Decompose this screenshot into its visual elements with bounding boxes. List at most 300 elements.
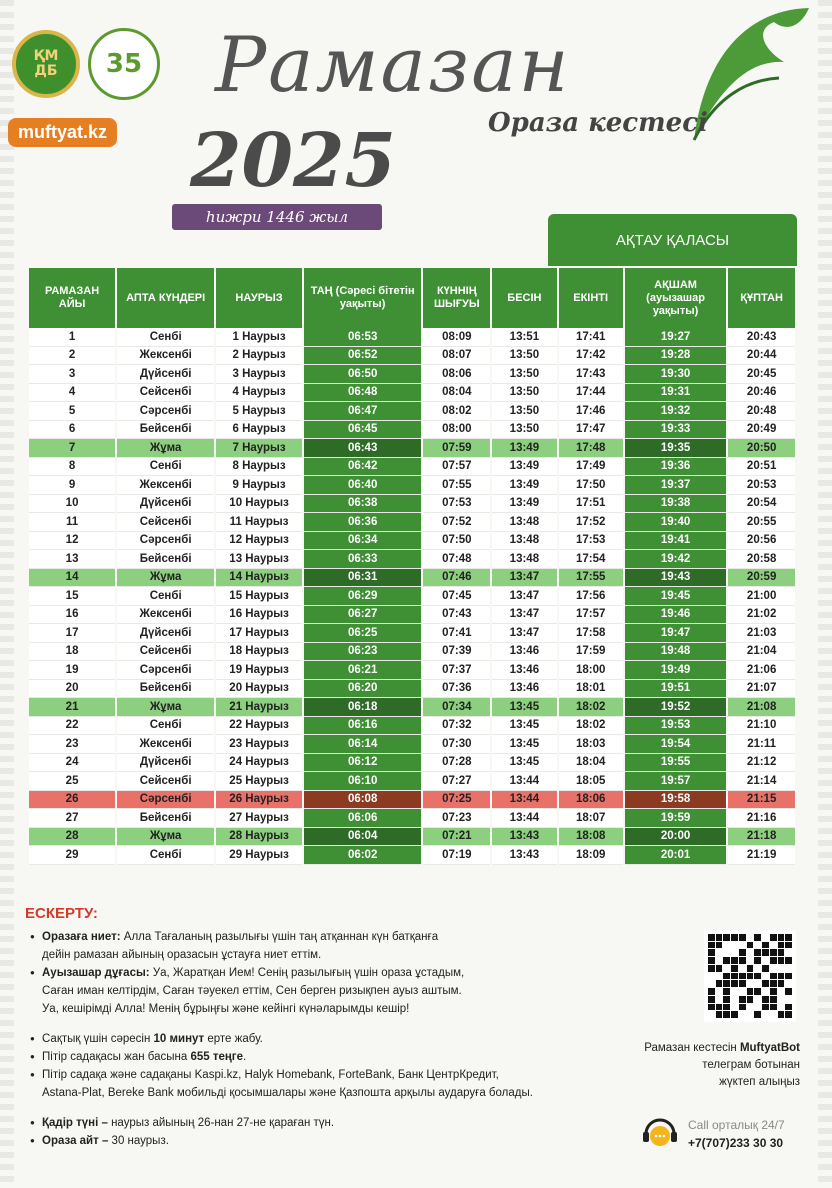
asr-cell: 17:59 bbox=[559, 643, 623, 662]
dhuhr-cell: 13:50 bbox=[492, 384, 556, 403]
note-text: Сақтық үшін сәресін bbox=[42, 1033, 154, 1045]
asr-cell: 17:52 bbox=[559, 513, 623, 532]
dhuhr-cell: 13:47 bbox=[492, 587, 556, 606]
qr-module bbox=[770, 949, 777, 956]
right-ornament bbox=[818, 0, 832, 1188]
day-cell: 29 bbox=[29, 846, 115, 865]
maghrib-cell: 19:53 bbox=[625, 717, 726, 736]
qr-module bbox=[723, 996, 730, 1003]
maghrib-cell: 19:45 bbox=[625, 587, 726, 606]
date-cell: 6 Наурыз bbox=[216, 421, 302, 440]
asr-cell: 18:05 bbox=[559, 772, 623, 791]
isha-cell: 20:44 bbox=[728, 347, 795, 366]
qr-module bbox=[762, 934, 769, 941]
table-row bbox=[29, 328, 795, 347]
date-cell: 18 Наурыз bbox=[216, 643, 302, 662]
maghrib-cell: 19:48 bbox=[625, 643, 726, 662]
qr-module bbox=[716, 988, 723, 995]
qr-module bbox=[785, 1004, 792, 1011]
sunrise-cell: 08:00 bbox=[423, 421, 490, 440]
isha-cell: 21:12 bbox=[728, 754, 795, 773]
asr-cell: 18:03 bbox=[559, 735, 623, 754]
asr-cell: 17:54 bbox=[559, 550, 623, 569]
isha-cell: 21:16 bbox=[728, 809, 795, 828]
maghrib-cell: 19:46 bbox=[625, 606, 726, 625]
isha-cell: 21:14 bbox=[728, 772, 795, 791]
qr-module bbox=[708, 980, 715, 987]
dhuhr-cell: 13:50 bbox=[492, 365, 556, 384]
dawn-cell: 06:06 bbox=[304, 809, 421, 828]
day-cell: 21 bbox=[29, 698, 115, 717]
dawn-cell: 06:20 bbox=[304, 680, 421, 699]
qr-module bbox=[716, 934, 723, 941]
notes-title: ЕСКЕРТУ: bbox=[25, 905, 98, 922]
dawn-cell: 06:02 bbox=[304, 846, 421, 865]
call-center bbox=[688, 1116, 785, 1152]
weekday-cell: Сенбі bbox=[117, 717, 214, 736]
qr-module bbox=[778, 942, 785, 949]
sunrise-cell: 07:28 bbox=[423, 754, 490, 773]
qr-module bbox=[770, 965, 777, 972]
notes-list bbox=[30, 928, 620, 1150]
qr-module bbox=[785, 1011, 792, 1018]
qr-module bbox=[708, 1004, 715, 1011]
day-cell: 12 bbox=[29, 532, 115, 551]
asr-cell: 17:48 bbox=[559, 439, 623, 458]
qr-module bbox=[739, 965, 746, 972]
weekday-cell: Дүйсенбі bbox=[117, 754, 214, 773]
dawn-cell: 06:38 bbox=[304, 495, 421, 514]
date-cell: 27 Наурыз bbox=[216, 809, 302, 828]
date-cell: 19 Наурыз bbox=[216, 661, 302, 680]
asr-cell: 17:47 bbox=[559, 421, 623, 440]
qr-module bbox=[723, 973, 730, 980]
anniversary-number: 35 bbox=[105, 49, 143, 79]
dawn-cell: 06:29 bbox=[304, 587, 421, 606]
page-subtitle: Ораза кестесі bbox=[488, 108, 708, 138]
qr-module bbox=[754, 996, 761, 1003]
col-header-maghrib: АҚШАМ (ауызашар уақыты) bbox=[625, 268, 726, 328]
table-row bbox=[29, 791, 795, 810]
qr-module bbox=[778, 988, 785, 995]
qr-module bbox=[739, 996, 746, 1003]
qr-module bbox=[708, 934, 715, 941]
dhuhr-cell: 13:50 bbox=[492, 421, 556, 440]
qr-module bbox=[754, 949, 761, 956]
table-row bbox=[29, 587, 795, 606]
qr-code-icon[interactable] bbox=[704, 930, 796, 1022]
dawn-cell: 06:10 bbox=[304, 772, 421, 791]
note-bold: 655 теңге bbox=[190, 1051, 243, 1063]
isha-cell: 20:50 bbox=[728, 439, 795, 458]
table-row bbox=[29, 458, 795, 477]
table-row bbox=[29, 439, 795, 458]
qr-module bbox=[723, 965, 730, 972]
isha-cell: 21:08 bbox=[728, 698, 795, 717]
dawn-cell: 06:04 bbox=[304, 828, 421, 847]
qr-module bbox=[731, 980, 738, 987]
table-row bbox=[29, 421, 795, 440]
weekday-cell: Жұма bbox=[117, 698, 214, 717]
asr-cell: 17:57 bbox=[559, 606, 623, 625]
day-cell: 20 bbox=[29, 680, 115, 699]
page-title: Рамазан bbox=[215, 20, 571, 109]
dhuhr-cell: 13:49 bbox=[492, 439, 556, 458]
year: 2025 bbox=[190, 118, 396, 204]
note-text: наурыз айының 26-нан 27-не қараған түн. bbox=[107, 1117, 335, 1129]
weekday-cell: Жексенбі bbox=[117, 735, 214, 754]
asr-cell: 17:49 bbox=[559, 458, 623, 477]
table-row bbox=[29, 754, 795, 773]
day-cell: 24 bbox=[29, 754, 115, 773]
isha-cell: 20:53 bbox=[728, 476, 795, 495]
maghrib-cell: 19:43 bbox=[625, 569, 726, 588]
qr-module bbox=[762, 973, 769, 980]
date-cell: 8 Наурыз bbox=[216, 458, 302, 477]
qr-module bbox=[747, 965, 754, 972]
day-cell: 17 bbox=[29, 624, 115, 643]
qr-module bbox=[731, 965, 738, 972]
qr-module bbox=[762, 996, 769, 1003]
qr-module bbox=[708, 988, 715, 995]
dawn-cell: 06:42 bbox=[304, 458, 421, 477]
asr-cell: 18:02 bbox=[559, 698, 623, 717]
sunrise-cell: 07:50 bbox=[423, 532, 490, 551]
bot-name[interactable]: MuftyatBot bbox=[739, 1042, 800, 1054]
table-row bbox=[29, 513, 795, 532]
asr-cell: 17:55 bbox=[559, 569, 623, 588]
table-row bbox=[29, 772, 795, 791]
qr-module bbox=[770, 973, 777, 980]
qr-module bbox=[716, 965, 723, 972]
qr-module bbox=[778, 934, 785, 941]
note-continuation: Astana-Plat, Bereke Bank мобильді қосымшалары және Қазпошта арқылы аударуға болады. bbox=[42, 1087, 533, 1099]
maghrib-cell: 19:37 bbox=[625, 476, 726, 495]
qr-module bbox=[754, 965, 761, 972]
sunrise-cell: 07:59 bbox=[423, 439, 490, 458]
dawn-cell: 06:14 bbox=[304, 735, 421, 754]
col-header-sunrise: КҮННІҢ ШЫҒУЫ bbox=[423, 268, 490, 328]
day-cell: 1 bbox=[29, 328, 115, 347]
day-cell: 8 bbox=[29, 458, 115, 477]
table-row bbox=[29, 680, 795, 699]
notes-gap bbox=[30, 1018, 620, 1030]
qr-module bbox=[747, 1004, 754, 1011]
table-row bbox=[29, 365, 795, 384]
asr-cell: 17:50 bbox=[559, 476, 623, 495]
qr-module bbox=[739, 973, 746, 980]
isha-cell: 20:43 bbox=[728, 328, 795, 347]
maghrib-cell: 20:00 bbox=[625, 828, 726, 847]
qr-module bbox=[785, 973, 792, 980]
dhuhr-cell: 13:44 bbox=[492, 791, 556, 810]
note-bold: Ауызашар дұғасы: bbox=[42, 967, 150, 979]
qr-module bbox=[731, 973, 738, 980]
sunrise-cell: 07:23 bbox=[423, 809, 490, 828]
day-cell: 11 bbox=[29, 513, 115, 532]
maghrib-cell: 19:59 bbox=[625, 809, 726, 828]
day-cell: 16 bbox=[29, 606, 115, 625]
table-row bbox=[29, 698, 795, 717]
date-cell: 20 Наурыз bbox=[216, 680, 302, 699]
day-cell: 27 bbox=[29, 809, 115, 828]
dawn-cell: 06:16 bbox=[304, 717, 421, 736]
sunrise-cell: 07:43 bbox=[423, 606, 490, 625]
dawn-cell: 06:27 bbox=[304, 606, 421, 625]
qr-module bbox=[762, 942, 769, 949]
maghrib-cell: 19:42 bbox=[625, 550, 726, 569]
asr-cell: 18:09 bbox=[559, 846, 623, 865]
qr-module bbox=[747, 996, 754, 1003]
dhuhr-cell: 13:45 bbox=[492, 698, 556, 717]
asr-cell: 17:42 bbox=[559, 347, 623, 366]
sunrise-cell: 07:32 bbox=[423, 717, 490, 736]
note-text-after: ерте жабу. bbox=[204, 1033, 263, 1045]
note-bold: Оразаға ниет: bbox=[42, 931, 121, 943]
qr-module bbox=[723, 934, 730, 941]
table-row bbox=[29, 643, 795, 662]
dhuhr-cell: 13:50 bbox=[492, 402, 556, 421]
sunrise-cell: 07:30 bbox=[423, 735, 490, 754]
dawn-cell: 06:40 bbox=[304, 476, 421, 495]
note-text-after: . bbox=[242, 1051, 247, 1063]
qr-module bbox=[770, 942, 777, 949]
qr-module bbox=[739, 942, 746, 949]
qr-module bbox=[747, 934, 754, 941]
site-link[interactable]: muftyat.kz bbox=[8, 118, 117, 147]
dawn-cell: 06:52 bbox=[304, 347, 421, 366]
weekday-cell: Жексенбі bbox=[117, 606, 214, 625]
weekday-cell: Сәрсенбі bbox=[117, 532, 214, 551]
qr-module bbox=[716, 973, 723, 980]
day-cell: 19 bbox=[29, 661, 115, 680]
day-cell: 25 bbox=[29, 772, 115, 791]
qr-module bbox=[708, 973, 715, 980]
qr-module bbox=[708, 965, 715, 972]
date-cell: 15 Наурыз bbox=[216, 587, 302, 606]
note-text: Пітір садақасы жан басына bbox=[42, 1051, 191, 1063]
isha-cell: 20:58 bbox=[728, 550, 795, 569]
maghrib-cell: 19:51 bbox=[625, 680, 726, 699]
dhuhr-cell: 13:48 bbox=[492, 550, 556, 569]
anniversary-logo bbox=[88, 28, 160, 100]
asr-cell: 17:58 bbox=[559, 624, 623, 643]
day-cell: 26 bbox=[29, 791, 115, 810]
date-cell: 12 Наурыз bbox=[216, 532, 302, 551]
note-item bbox=[30, 964, 620, 1018]
weekday-cell: Бейсенбі bbox=[117, 809, 214, 828]
maghrib-cell: 19:28 bbox=[625, 347, 726, 366]
table-row bbox=[29, 717, 795, 736]
dawn-cell: 06:33 bbox=[304, 550, 421, 569]
qr-module bbox=[754, 1011, 761, 1018]
qr-module bbox=[731, 996, 738, 1003]
dawn-cell: 06:12 bbox=[304, 754, 421, 773]
isha-cell: 21:10 bbox=[728, 717, 795, 736]
table-row bbox=[29, 347, 795, 366]
qr-module bbox=[770, 988, 777, 995]
dawn-cell: 06:47 bbox=[304, 402, 421, 421]
dawn-cell: 06:25 bbox=[304, 624, 421, 643]
date-cell: 9 Наурыз bbox=[216, 476, 302, 495]
date-cell: 21 Наурыз bbox=[216, 698, 302, 717]
weekday-cell: Дүйсенбі bbox=[117, 624, 214, 643]
bot-line3: жүктеп алыңыз bbox=[719, 1076, 800, 1088]
isha-cell: 20:56 bbox=[728, 532, 795, 551]
note-bold: Қадір түні – bbox=[42, 1117, 108, 1129]
isha-cell: 20:51 bbox=[728, 458, 795, 477]
qr-module bbox=[762, 1011, 769, 1018]
qr-module bbox=[762, 965, 769, 972]
note-item bbox=[30, 1048, 620, 1066]
qr-module bbox=[747, 957, 754, 964]
day-cell: 23 bbox=[29, 735, 115, 754]
note-bold: 10 минут bbox=[153, 1033, 205, 1045]
weekday-cell: Сәрсенбі bbox=[117, 791, 214, 810]
dhuhr-cell: 13:45 bbox=[492, 735, 556, 754]
dawn-cell: 06:34 bbox=[304, 532, 421, 551]
qr-module bbox=[716, 942, 723, 949]
day-cell: 9 bbox=[29, 476, 115, 495]
qr-module bbox=[762, 957, 769, 964]
date-cell: 22 Наурыз bbox=[216, 717, 302, 736]
dhuhr-cell: 13:51 bbox=[492, 328, 556, 347]
logo-text-top: ҚМ bbox=[33, 48, 59, 64]
weekday-cell: Жұма bbox=[117, 439, 214, 458]
sunrise-cell: 07:48 bbox=[423, 550, 490, 569]
isha-cell: 20:59 bbox=[728, 569, 795, 588]
weekday-cell: Сенбі bbox=[117, 846, 214, 865]
qr-module bbox=[739, 949, 746, 956]
qr-module bbox=[731, 942, 738, 949]
date-cell: 11 Наурыз bbox=[216, 513, 302, 532]
sunrise-cell: 08:06 bbox=[423, 365, 490, 384]
asr-cell: 18:06 bbox=[559, 791, 623, 810]
sunrise-cell: 07:27 bbox=[423, 772, 490, 791]
isha-cell: 21:04 bbox=[728, 643, 795, 662]
weekday-cell: Жексенбі bbox=[117, 476, 214, 495]
qr-module bbox=[785, 980, 792, 987]
maghrib-cell: 19:57 bbox=[625, 772, 726, 791]
asr-cell: 17:46 bbox=[559, 402, 623, 421]
weekday-cell: Сенбі bbox=[117, 458, 214, 477]
qr-module bbox=[785, 934, 792, 941]
dhuhr-cell: 13:46 bbox=[492, 661, 556, 680]
sunrise-cell: 07:25 bbox=[423, 791, 490, 810]
weekday-cell: Сенбі bbox=[117, 328, 214, 347]
left-ornament bbox=[0, 0, 14, 1188]
date-cell: 16 Наурыз bbox=[216, 606, 302, 625]
qr-module bbox=[785, 996, 792, 1003]
note-text: Уа, Жаратқан Ием! Сенің разылығың үшін ораза ұстадым, bbox=[149, 967, 465, 979]
weekday-cell: Сейсенбі bbox=[117, 643, 214, 662]
qr-module bbox=[731, 988, 738, 995]
sunrise-cell: 07:19 bbox=[423, 846, 490, 865]
table-header-row bbox=[29, 268, 795, 328]
table-row bbox=[29, 569, 795, 588]
date-cell: 29 Наурыз bbox=[216, 846, 302, 865]
qr-module bbox=[754, 934, 761, 941]
qr-module bbox=[762, 949, 769, 956]
day-cell: 18 bbox=[29, 643, 115, 662]
weekday-cell: Жексенбі bbox=[117, 347, 214, 366]
dawn-cell: 06:45 bbox=[304, 421, 421, 440]
day-cell: 6 bbox=[29, 421, 115, 440]
note-item bbox=[30, 1066, 620, 1102]
date-cell: 2 Наурыз bbox=[216, 347, 302, 366]
day-cell: 22 bbox=[29, 717, 115, 736]
qr-module bbox=[747, 973, 754, 980]
weekday-cell: Сенбі bbox=[117, 587, 214, 606]
qr-module bbox=[739, 1004, 746, 1011]
weekday-cell: Сейсенбі bbox=[117, 513, 214, 532]
qr-module bbox=[754, 980, 761, 987]
maghrib-cell: 19:55 bbox=[625, 754, 726, 773]
asr-cell: 17:44 bbox=[559, 384, 623, 403]
date-cell: 25 Наурыз bbox=[216, 772, 302, 791]
call-phone[interactable]: +7(707)233 30 30 bbox=[688, 1136, 784, 1150]
qr-module bbox=[723, 1004, 730, 1011]
table-row bbox=[29, 846, 795, 865]
qr-module bbox=[708, 996, 715, 1003]
qr-module bbox=[739, 988, 746, 995]
table-row bbox=[29, 809, 795, 828]
qr-module bbox=[723, 988, 730, 995]
isha-cell: 20:55 bbox=[728, 513, 795, 532]
isha-cell: 21:06 bbox=[728, 661, 795, 680]
weekday-cell: Сейсенбі bbox=[117, 772, 214, 791]
sunrise-cell: 08:04 bbox=[423, 384, 490, 403]
qr-module bbox=[754, 988, 761, 995]
sunrise-cell: 07:57 bbox=[423, 458, 490, 477]
note-item bbox=[30, 1030, 620, 1048]
maghrib-cell: 19:30 bbox=[625, 365, 726, 384]
date-cell: 13 Наурыз bbox=[216, 550, 302, 569]
sunrise-cell: 07:55 bbox=[423, 476, 490, 495]
qr-module bbox=[723, 949, 730, 956]
maghrib-cell: 19:49 bbox=[625, 661, 726, 680]
dhuhr-cell: 13:46 bbox=[492, 643, 556, 662]
qr-module bbox=[731, 1004, 738, 1011]
qr-module bbox=[723, 942, 730, 949]
maghrib-cell: 19:35 bbox=[625, 439, 726, 458]
asr-cell: 18:01 bbox=[559, 680, 623, 699]
qr-module bbox=[770, 1004, 777, 1011]
weekday-cell: Сейсенбі bbox=[117, 384, 214, 403]
col-header-asr: ЕКІНТІ bbox=[559, 268, 623, 328]
qr-module bbox=[723, 957, 730, 964]
qr-module bbox=[739, 957, 746, 964]
col-header-dhuhr: БЕСІН bbox=[492, 268, 556, 328]
qr-module bbox=[785, 965, 792, 972]
qr-module bbox=[785, 942, 792, 949]
dhuhr-cell: 13:49 bbox=[492, 495, 556, 514]
hijri-banner: hижри 1446 жыл bbox=[172, 204, 382, 230]
dawn-cell: 06:48 bbox=[304, 384, 421, 403]
note-continuation: дейін рамазан айының оразасын ұстауға ниет еттім. bbox=[42, 949, 322, 961]
bot-line2: телеграм ботынан bbox=[702, 1059, 800, 1071]
qr-module bbox=[708, 957, 715, 964]
table-row bbox=[29, 532, 795, 551]
dawn-cell: 06:43 bbox=[304, 439, 421, 458]
date-cell: 17 Наурыз bbox=[216, 624, 302, 643]
dhuhr-cell: 13:47 bbox=[492, 569, 556, 588]
isha-cell: 21:11 bbox=[728, 735, 795, 754]
logo-text-bottom: ДБ bbox=[34, 63, 58, 79]
maghrib-cell: 19:41 bbox=[625, 532, 726, 551]
date-cell: 4 Наурыз bbox=[216, 384, 302, 403]
qr-module bbox=[778, 965, 785, 972]
